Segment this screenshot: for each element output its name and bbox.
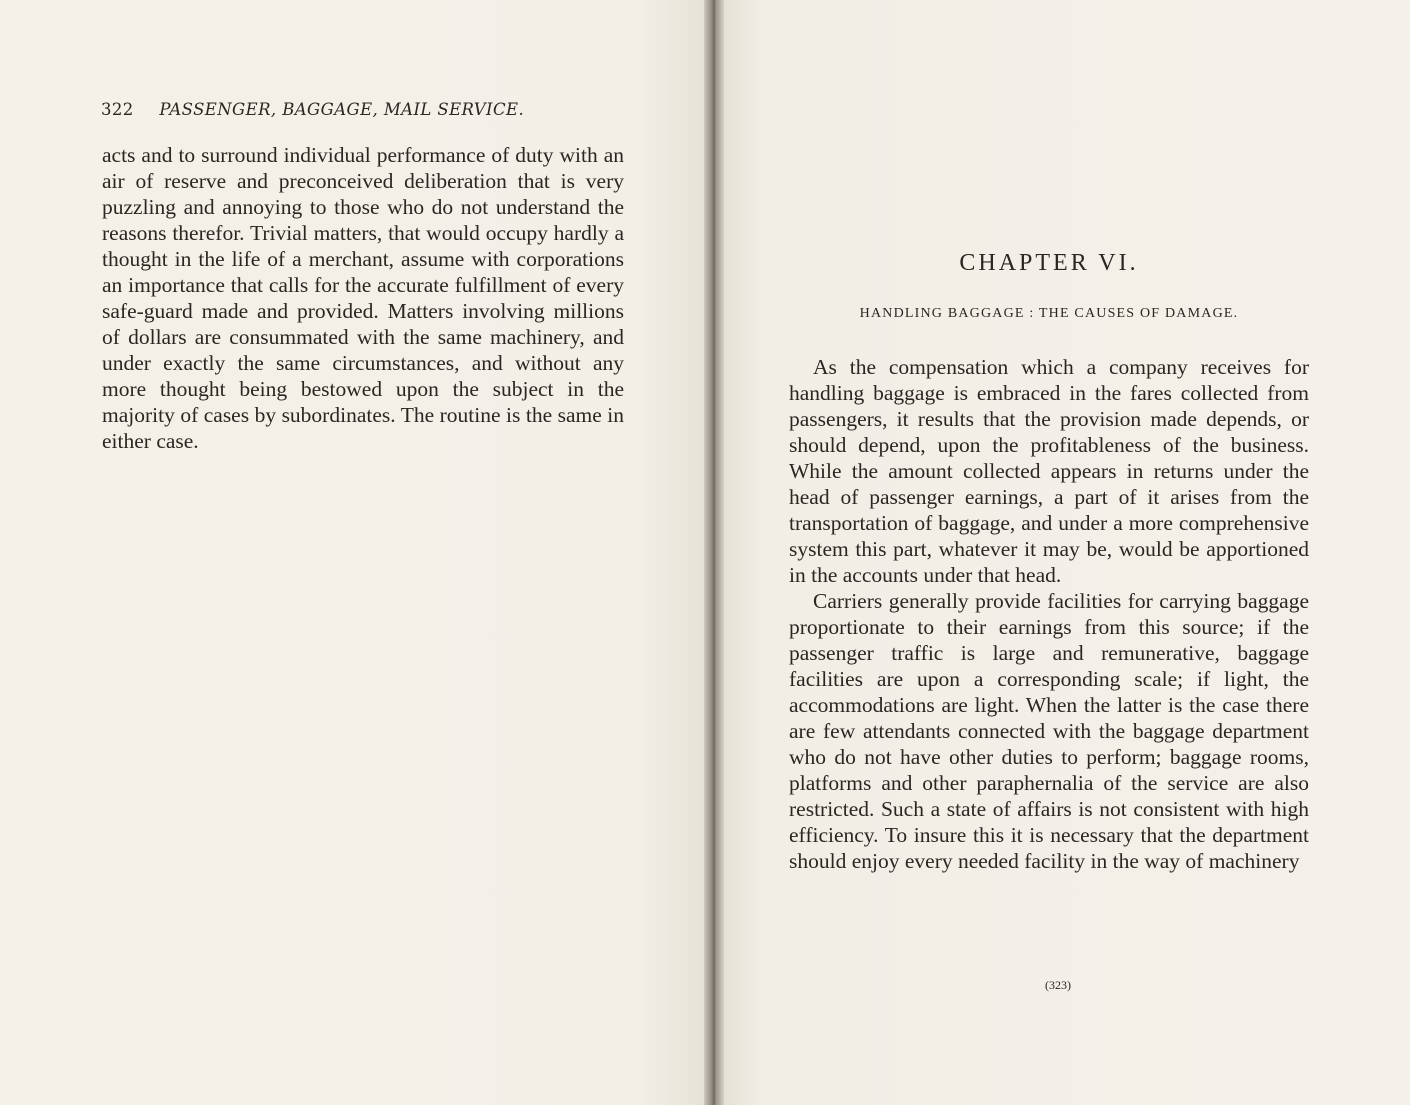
left-paragraph: acts and to surround individual performance of duty with an air of reserve and preconceived deliberation that is very puzzling and annoying to those who do not understand the reasons therefor. Trivial matters, that would occupy hardly a thought in the life of a merchant, assume with corporations an importance that calls for the accurate fulfillment of every safe-guard made and provided. Matters involving millions of dollars are consummated with the same machinery, and under exactly the same circumstances, and without any more thought being bestowed upon the subject in the majority of cases by subordinates. The routine is the same in either case. [102, 143, 624, 453]
chapter-title: CHAPTER VI. [959, 250, 1139, 276]
left-body-text [102, 142, 624, 454]
running-title: PASSENGER, BAGGAGE, MAIL SERVICE. [159, 100, 525, 119]
right-paragraph-2: Carriers generally provide facilities for carrying baggage proportionate to their earnings from this source; if the passenger traffic is large and remunerative, baggage facilities are upon a corresponding scale; if light, the accommodations are light. When the latter is the case there are few attendants connected with the baggage department who do not have other duties to perform; baggage rooms, platforms and other paraphernalia of the service are also restricted. Such a state of affairs is not consistent with high efficiency. To insure this it is necessary that the department should enjoy every needed facility in the way of machinery [789, 589, 1309, 873]
running-head [101, 100, 625, 119]
chapter-subtitle: HANDLING BAGGAGE : THE CAUSES OF DAMAGE. [859, 306, 1239, 321]
book-gutter [704, 0, 724, 1105]
right-paragraph-1: As the compensation which a company receives for handling baggage is embraced in the fares collected from passengers, it results that the provision made depends, or should depend, upon the profitableness of the business. While the amount collected appears in returns under the head of passenger earnings, a part of it arises from the transportation of baggage, and under a more comprehensive system this part, whatever it may be, would be apportioned in the accounts under that head. [789, 355, 1309, 587]
right-body-text [789, 354, 1309, 874]
page-folio: (323) [1045, 978, 1071, 992]
page-number: 322 [101, 100, 134, 119]
